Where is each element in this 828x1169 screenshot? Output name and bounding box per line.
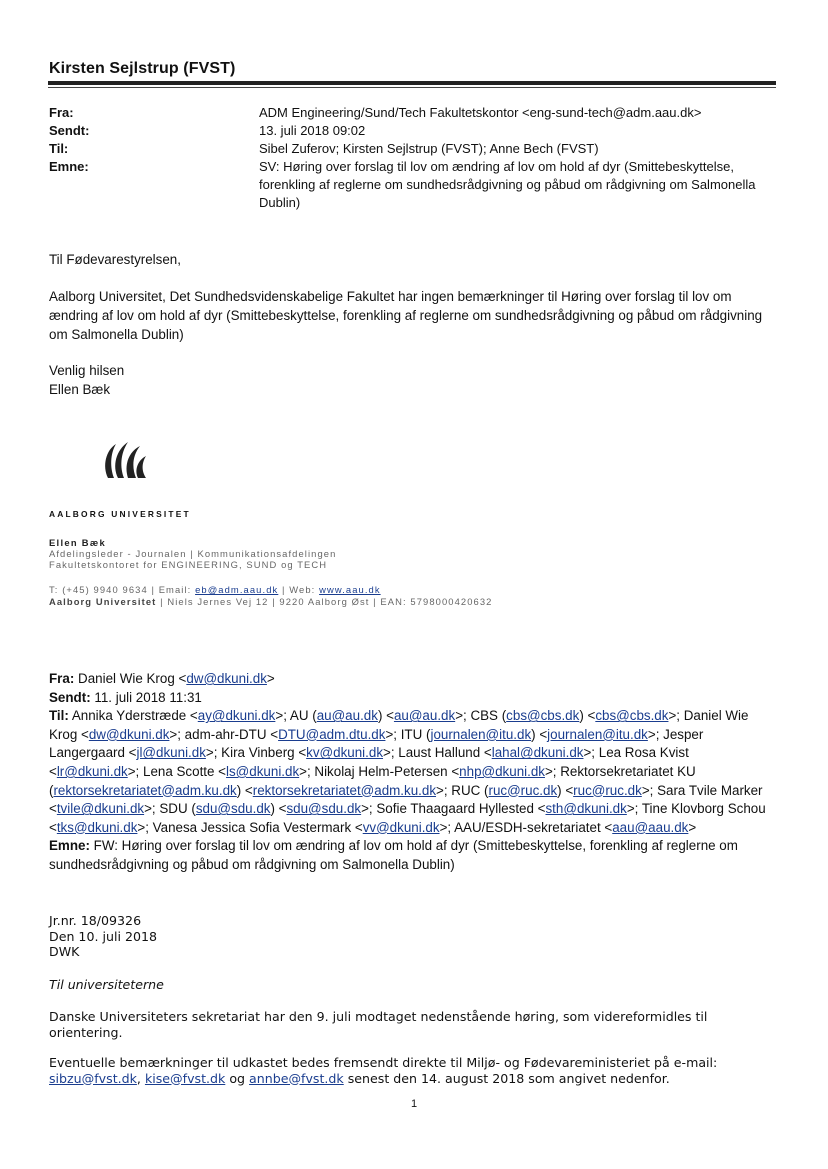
recipient-email-link[interactable]: lr@dkuni.dk [56,763,128,779]
letter-addressee: Til universiteterne [49,977,164,992]
recipient-separator: ) < [557,782,574,798]
reply-greeting: Til Fødevarestyrelsen, [49,252,181,267]
recipient-email-link[interactable]: rektorsekretariatet@adm.ku.dk [53,782,237,798]
fwd-to-line [49,707,779,837]
recipient-separator: >; SDU ( [144,801,196,817]
recipient-separator: >; Laust Hallund < [383,745,492,761]
recipient-separator: ) < [270,801,287,817]
signature-brand: AALBORG UNIVERSITET [49,509,191,519]
signature-org: Aalborg Universitet [49,596,157,607]
recipient-email-link[interactable]: journalen@itu.dk [547,726,648,742]
fwd-subject-value: FW: Høring over forslag til lov om ændring af lov om hold af dyr (Smittebeskyttelse, forenkling af reglerne om sundhedsrådgivning og påbud om rådgivning om Salmonella Dublin) [49,838,738,872]
recipient-email-link[interactable]: aau@aau.dk [612,819,689,835]
recipient-email-link[interactable]: au@au.dk [316,708,378,724]
recipient-separator: >; Rektorsekretariatet KU ( [49,763,696,798]
recipient-separator: ) < [579,708,596,724]
title-rule [48,81,776,85]
subject-value: SV: Høring over forslag til lov om ændring af lov om hold af dyr (Smittebeskyttelse, forenkling af reglerne om sundhedsrådgivning og påbud om rådgivning om Salmonella Dublin) [259,159,756,210]
recipient-email-link[interactable]: tks@dkuni.dk [56,819,138,835]
signature-line1: Afdelingsleder - Journalen | Kommunikationsafdelingen [49,548,337,559]
letter-para2 [49,1055,779,1086]
signature-contact [49,584,381,595]
fwd-from-email[interactable]: dw@dkuni.dk [186,671,267,686]
fwd-to-label: Til: [49,708,69,724]
recipient-email-link[interactable]: ruc@ruc.dk [573,782,642,798]
recipient-separator: >; CBS ( [455,708,507,724]
fwd-from-line: Fra: Daniel Wie Krog <dw@dkuni.dk> [49,671,275,686]
signature-line2: Fakultetskontoret for ENGINEERING, SUND og TECH [49,559,328,570]
recipient-separator: >; Sofie Thaagaard Hyllested < [361,801,546,817]
recipient-separator: >; adm-ahr-DTU < [169,726,279,742]
fwd-sent-value: 11. juli 2018 11:31 [90,689,202,705]
email-sep1: , [136,1070,145,1086]
recipient-separator: >; Kira Vinberg < [205,745,307,761]
recipient-email-link[interactable]: sdu@sdu.dk [286,801,362,817]
recipient-email-link[interactable]: ls@dkuni.dk [226,763,300,779]
from-label: Fra: [49,105,74,120]
email-annbe[interactable]: annbe@fvst.dk [249,1070,344,1086]
reply-closing: Venlig hilsen [49,363,125,378]
sent-label: Sendt: [49,123,90,138]
fwd-from-label: Fra: [49,671,75,686]
aau-logo-icon [94,436,154,486]
reply-name: Ellen Bæk [49,382,111,397]
recipient-email-link[interactable]: ruc@ruc.dk [488,782,558,798]
recipient-email-link[interactable]: cbs@cbs.dk [595,708,669,724]
recipient-separator: >; Sara Tvile Marker < [49,782,763,817]
letter-para2-end: senest den 14. august 2018 som angivet nedenfor. [343,1070,670,1086]
recipient-separator: ) < [377,708,394,724]
email-kise[interactable]: kise@fvst.dk [144,1070,226,1086]
subject-label: Emne: [49,159,89,174]
forwarded-header [49,670,779,875]
fwd-subject-label: Emne: [49,838,90,854]
recipient-separator: > [688,819,697,835]
fwd-sent-label: Sendt: [49,689,91,705]
to-value: Sibel Zuferov; Kirsten Sejlstrup (FVST); Anne Bech (FVST) [259,141,599,156]
recipient-separator: ) < [236,782,253,798]
recipient-separator: >; Tine Klovborg Schou < [49,801,766,835]
recipient-separator: >; Lena Scotte < [127,763,227,779]
page-number: 1 [410,1098,418,1110]
signature-email-link[interactable]: eb@adm.aau.dk [195,584,279,595]
fwd-sent-line [49,689,779,708]
signature-address-line [49,596,493,607]
letter-ref [49,913,779,960]
recipient-email-link[interactable]: cbs@cbs.dk [506,708,580,724]
signature-web-label: | Web: [278,584,320,595]
recipient-email-link[interactable]: DTU@adm.dtu.dk [278,726,386,742]
recipient-email-link[interactable]: sdu@sdu.dk [195,801,271,817]
signature-address: | Niels Jernes Vej 12 | 9220 Aalborg Øst | EAN: 5798000420632 [156,596,493,607]
recipient-email-link[interactable]: kv@dkuni.dk [306,745,384,761]
to-label: Til: [49,141,69,156]
fwd-from-name: Daniel Wie Krog < [74,671,187,686]
recipient-separator: >; Nikolaj Helm-Petersen < [299,763,460,779]
recipient-separator: >; AU ( [275,708,317,724]
from-value: ADM Engineering/Sund/Tech Fakultetskontor <eng-sund-tech@adm.aau.dk> [259,105,702,120]
recipient-email-link[interactable]: au@au.dk [393,708,456,724]
recipient-email-link[interactable]: nhp@dkuni.dk [459,763,545,779]
signature-name: Ellen Bæk [49,537,107,548]
recipient-email-link[interactable]: journalen@itu.dk [430,726,532,742]
letter-jr: Jr.nr. 18/09326 [49,913,142,928]
recipient-email-link[interactable]: sth@dkuni.dk [545,801,627,817]
letter-date: Den 10. juli 2018 [49,928,157,944]
recipient-separator: ) < [531,726,548,742]
recipient-email-link[interactable]: jl@dkuni.dk [136,745,206,761]
letter-para2-text: Eventuelle bemærkninger til udkastet bedes fremsendt direkte til Miljø- og Fødevareministeriet på e-mail: [49,1055,718,1070]
letter-initials: DWK [49,944,80,959]
reply-paragraph: Aalborg Universitet, Det Sundhedsvidenskabelige Fakultet har ingen bemærkninger til Høring over forslag til lov om ændring af lov om hold af dyr (Smittebeskyttelse, forenkling af reglerne om sundhedsrådgivning og påbud om rådgivning om Salmonella Dublin) [49,289,763,342]
recipient-separator: >; Vanesa Jessica Sofia Vestermark < [137,819,363,835]
recipient-email-link[interactable]: ay@dkuni.dk [197,708,276,724]
email-sibzu[interactable]: sibzu@fvst.dk [49,1070,137,1086]
recipient-separator: >; ITU ( [385,726,431,742]
recipient-email-link[interactable]: tvile@dkuni.dk [56,801,145,817]
recipient-separator: >; Lea Rosa Kvist < [49,745,689,779]
recipient-email-link[interactable]: rektorsekretariatet@adm.ku.dk [252,782,437,798]
recipient-separator: >; AAU/ESDH-sekretariatet < [439,819,613,835]
sent-value: 13. juli 2018 09:02 [259,123,366,138]
recipient-email-link[interactable]: lahal@dkuni.dk [491,745,584,761]
letter-para1: Danske Universiteters sekretariat har den 9. juli modtaget nedenstående høring, som videreformidles til orientering. [49,1009,708,1040]
fwd-subject-line [49,837,779,874]
recipient-email-link[interactable]: vv@dkuni.dk [362,819,440,835]
signature-web-link[interactable]: www.aau.dk [319,584,381,595]
recipient-separator: >; Daniel Wie Krog < [49,708,749,742]
recipient-text: Annika Yderstræde < [68,708,198,724]
recipient-separator: >; RUC ( [436,782,489,798]
recipient-email-link[interactable]: dw@dkuni.dk [88,726,170,742]
title-rule-thin [48,87,776,88]
signature-phone: T: (+45) 9940 9634 | Email: [49,584,196,595]
email-sep2: og [225,1070,250,1086]
document-title: Kirsten Sejlstrup (FVST) [49,60,236,77]
recipient-separator: >; Jesper Langergaard < [49,726,704,761]
